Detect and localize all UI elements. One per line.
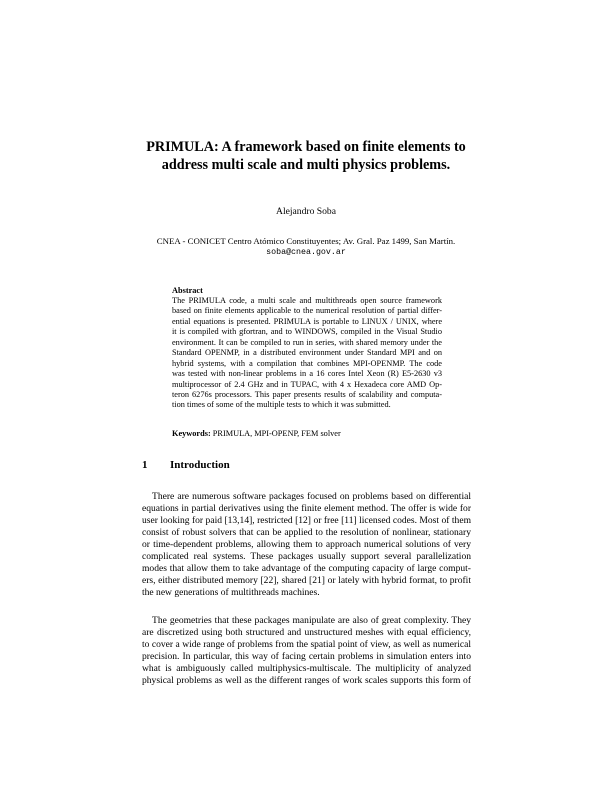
- affiliation: CNEA - CONICET Centro Atómico Constituyentes; Av. Gral. Paz 1499, San Martín.: [156, 236, 456, 246]
- keywords: [172, 428, 341, 439]
- keywords-text: PRIMULA, MPI-OPENP, FEM solver: [210, 429, 341, 438]
- author-name: Alejandro Soba: [276, 206, 336, 217]
- title-line-1: PRIMULA: A framework based on finite elements to: [146, 139, 466, 155]
- body-line: what is ambiguously called multiphysics-multiscale. The multiplicity of analyzed: [142, 663, 471, 675]
- body-line: The geometries that these packages manipulate are also of great complexity. They: [152, 615, 471, 626]
- intro-paragraph-1: [142, 491, 471, 599]
- body-line: to cover a wide range of problems from the spatial point of view, as well as numerical: [142, 639, 471, 651]
- abstract-line: hybrid systems, with a compilation that combines MPI-OPENMP. The code: [172, 358, 442, 368]
- paper-title: [100, 138, 512, 174]
- abstract-line: environment. It can be compiled to run in series, with shared memory under the: [172, 337, 442, 347]
- body-line: consist of robust solvers that can be applied to the resolution of nonlinear, stationary: [142, 527, 471, 539]
- body-line: modes that allow them to take advantage of the computing capacity of large comput-: [142, 563, 471, 575]
- abstract-line: was tested with non-linear problems in a 16 cores Intel Xeon (R) E5-2630 v3: [172, 369, 442, 379]
- abstract-body: [172, 296, 442, 411]
- section-number: 1: [142, 459, 148, 471]
- affiliation-block: [100, 236, 512, 258]
- abstract-line: Standard OPENMP, in a distributed environment under Standard MPI and on: [172, 348, 442, 358]
- body-line: the new generations of multithreads machines.: [142, 587, 320, 599]
- section-heading: [142, 458, 230, 472]
- body-line: complicated real systems. These packages usually support several parallelization: [142, 551, 471, 563]
- abstract-heading: Abstract: [172, 286, 203, 295]
- abstract-line: tion times of some of the multiple tests to which it was submitted.: [172, 400, 391, 410]
- abstract-line: teron 6276s processors. This paper presents results of scalability and computa-: [172, 389, 442, 399]
- body-line: There are numerous software packages focused on problems based on differential: [152, 491, 471, 502]
- intro-paragraph-2: [142, 615, 471, 687]
- abstract-line: based on finite elements applicable to the numerical resolution of partial differ-: [172, 306, 442, 316]
- abstract-line: multiprocessor of 2.4 GHz and in TUPAC, with 4 x Hexadeca core AMD Op-: [172, 379, 442, 389]
- body-line: are discretized using both structured and unstructured meshes with equal efficiency,: [142, 627, 471, 639]
- keywords-label: Keywords:: [172, 429, 211, 438]
- abstract-line: it is compiled with gfortran, and to WINDOWS, compiled in the Visual Studio: [172, 327, 442, 337]
- body-line: equations in partial derivatives using the finite element method. The offer is wide for: [142, 503, 471, 515]
- body-line: or time-dependent problems, allowing them to approach numerical solutions of very: [142, 539, 471, 551]
- title-line-2: address multi scale and multi physics problems.: [161, 157, 451, 173]
- body-line: user looking for paid [13,14], restricted [12] or free [11] licensed codes. Most of them: [142, 515, 471, 527]
- body-line: ers, either distributed memory [22], shared [21] or lately with hybrid format, to profit: [142, 575, 471, 587]
- abstract-line: ential equations is presented. PRIMULA is portable to LINUX / UNIX, where: [172, 316, 442, 326]
- section-title: Introduction: [170, 459, 230, 471]
- body-line: precision. In particular, this way of facing certain problems in simulation enters into: [142, 651, 471, 663]
- body-line: physical problems as well as the different ranges of work scales supports this form of: [142, 675, 471, 687]
- abstract-line: The PRIMULA code, a multi scale and multithreads open source framework: [172, 296, 442, 305]
- author-email: soba@cnea.gov.ar: [266, 248, 346, 257]
